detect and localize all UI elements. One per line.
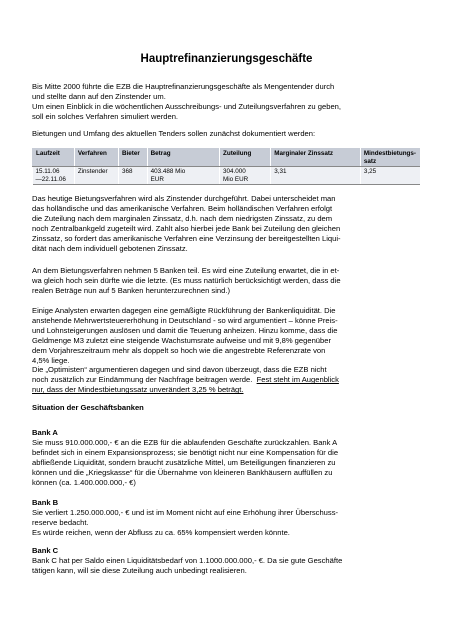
cell-line: —22.11.06 bbox=[35, 175, 66, 183]
text-line: Sie verliert 1.250.000.000,- € und ist im Moment nicht auf eine Erhöhung ihrer Überschuss- bbox=[32, 507, 339, 517]
text-line: Es würde reichen, wenn der Abfluss zu ca. 65% kompensiert werden könnte. bbox=[32, 527, 290, 537]
text-line: Zinssatz, so fordert das amerikanische Verfahren eine Verzinsung der bereitgestellten Liqui- bbox=[32, 233, 341, 243]
bank-c-heading: Bank C bbox=[32, 546, 59, 555]
table-header-row bbox=[33, 149, 420, 167]
underlined-line: nur, dass der Mindestbietungssatz unverändert 3,25 % beträgt. bbox=[32, 385, 244, 395]
text-line: Bank C hat per Saldo einen Liquiditätsbedarf von 1.1000.000.000,- €. Da sie gute Geschäfte bbox=[32, 555, 343, 565]
text-line: und stellte dann auf den Zinstender um. bbox=[32, 91, 166, 101]
page-title: Hauptrefinanzierungsgeschäfte bbox=[140, 53, 313, 65]
text-line: befindet sich in einem Expansionsprozess; sie benötigt nicht nur eine Kompensation für die bbox=[32, 447, 339, 457]
underlined-text: Fest steht im Augenblick bbox=[256, 375, 339, 385]
text-line: Das heutige Bietungsverfahren wird als Zinstender durchgeführt. Dabei unterscheidet man bbox=[32, 194, 336, 203]
cell-line: 304.000 bbox=[223, 168, 246, 175]
header-line: Mindestbietungs- bbox=[363, 150, 416, 157]
verfahren-paragraph bbox=[32, 194, 430, 253]
cell-line: 403.488 Mio bbox=[150, 168, 186, 175]
text-line: dem Vorjahreszeitraum mehr als doppelt so hoch wie die angestrebte Referenzrate von bbox=[32, 345, 326, 355]
analysten-paragraph bbox=[32, 306, 430, 395]
header-laufzeit: Laufzeit bbox=[33, 149, 75, 167]
cell-verfahren: Zinstender bbox=[74, 167, 118, 185]
text-line: anstehende Mehrwertsteuererhöhung in Deutschland - so wird argumentiert – könne Preis- bbox=[32, 315, 338, 325]
bank-b-heading: Bank B bbox=[32, 498, 59, 507]
text-line: realen Beträge nun auf 5 Banken herunterzurechnen sind.) bbox=[32, 285, 230, 295]
text-span: noch zusätzlich zur Eindämmung der Nachfrage beitragen werde. bbox=[32, 375, 253, 385]
banken-paragraph bbox=[32, 266, 430, 296]
text-line: noch Zentralbankgeld zugeteilt wird. Zahlt also hierbei jede Bank bei Zuteilung den gleichen bbox=[32, 223, 341, 233]
header-zuteilung: Zuteilung bbox=[220, 149, 271, 167]
text-line: Um einen Einblick in die wöchentlichen Ausschreibungs- und Zuteilungsverfahren zu geben, bbox=[32, 101, 341, 111]
text-line: und Lohnsteigerungen auslösen und damit die Teuerung anheizen. Hinzu komme, dass die bbox=[32, 325, 338, 335]
cell-line: 15.11.06 bbox=[35, 168, 60, 175]
cell-marginal: 3,31 bbox=[271, 167, 361, 185]
cell-line: EUR bbox=[150, 175, 164, 183]
header-verfahren: Verfahren bbox=[74, 149, 118, 167]
text-line: An dem Bietungsverfahren nehmen 5 Banken teil. Es wird eine Zuteilung erwartet, die in et- bbox=[32, 266, 340, 275]
header-betrag: Betrag bbox=[147, 149, 219, 167]
text-line: die Zuteilung nach dem marginalen Zinssatz, d.h. nach dem niedrigsten Zinssatz, zu dem bbox=[32, 213, 333, 223]
text-line: 4,5% liege. bbox=[32, 355, 70, 365]
bank-a-section bbox=[32, 428, 430, 487]
cell-line: Mio EUR bbox=[223, 175, 249, 183]
intro-paragraph bbox=[32, 82, 430, 122]
header-mindestbietungssatz bbox=[360, 149, 419, 167]
section-heading: Situation der Geschäftsbanken bbox=[32, 403, 144, 412]
header-line: satz bbox=[363, 157, 377, 165]
text-line: Geldmenge M3 zuletzt eine steigende Wachstumsrate aufweise und mit 9,8% gegenüber bbox=[32, 335, 331, 345]
text-line: abfließende Liquidität, sondern braucht zusätzliche Mittel, um Beteiligungen finanzieren zu bbox=[32, 457, 336, 467]
text-line: wa gleich hoch sein dürfte wie die letzte. (Es muss natürlich berücksichtigt werden, dass die bbox=[32, 275, 341, 285]
cell-mindestbietungssatz: 3,25 bbox=[360, 167, 419, 185]
bank-b-section bbox=[32, 498, 430, 538]
tender-table bbox=[32, 148, 420, 185]
header-bieter: Bieter bbox=[119, 149, 148, 167]
text-line: soll ein solches Verfahren simuliert werden. bbox=[32, 111, 179, 121]
text-line: können (ca. 1.400.000.000,- €) bbox=[32, 477, 136, 487]
cell-zuteilung bbox=[220, 167, 271, 185]
cell-bieter: 368 bbox=[119, 167, 148, 185]
text-line: Einige Analysten erwarten dagegen eine gemäßigte Rückführung der Bankenliquidität. Die bbox=[32, 306, 336, 315]
bank-a-heading: Bank A bbox=[32, 428, 58, 437]
text-line: können und die „Kriegskasse“ für die Übernahme von kleineren Bankhäusern auffüllen zu bbox=[32, 467, 333, 477]
bietungen-paragraph: Bietungen und Umfang des aktuellen Tenders sollen zunächst dokumentiert werden: bbox=[32, 129, 316, 138]
cell-laufzeit bbox=[33, 167, 75, 185]
text-line: tätigen kann, will sie diese Zuteilung auch unbedingt realisieren. bbox=[32, 565, 247, 575]
text-line: Bis Mitte 2000 führte die EZB die Hauptrefinanzierungsgeschäfte als Mengentender durch bbox=[32, 82, 335, 91]
cell-betrag bbox=[147, 167, 219, 185]
text-line: dität nach dem individuell gebotenen Zinssatz. bbox=[32, 243, 188, 253]
text-line bbox=[32, 375, 430, 385]
table-row bbox=[33, 167, 420, 185]
text-line: Die „Optimisten“ argumentieren dagegen und sind davon überzeugt, dass die EZB nicht bbox=[32, 365, 327, 375]
text-line: Sie muss 910.000.000,- € an die EZB für die ablaufenden Geschäfte zurückzahlen. Bank A bbox=[32, 437, 338, 447]
bank-c-section bbox=[32, 546, 430, 576]
text-line: reserve bedacht. bbox=[32, 517, 89, 527]
header-marginal: Marginaler Zinssatz bbox=[271, 149, 361, 167]
text-line: das holländische und das amerikanische Verfahren. Beim holländischen Verfahren erfolgt bbox=[32, 203, 333, 213]
